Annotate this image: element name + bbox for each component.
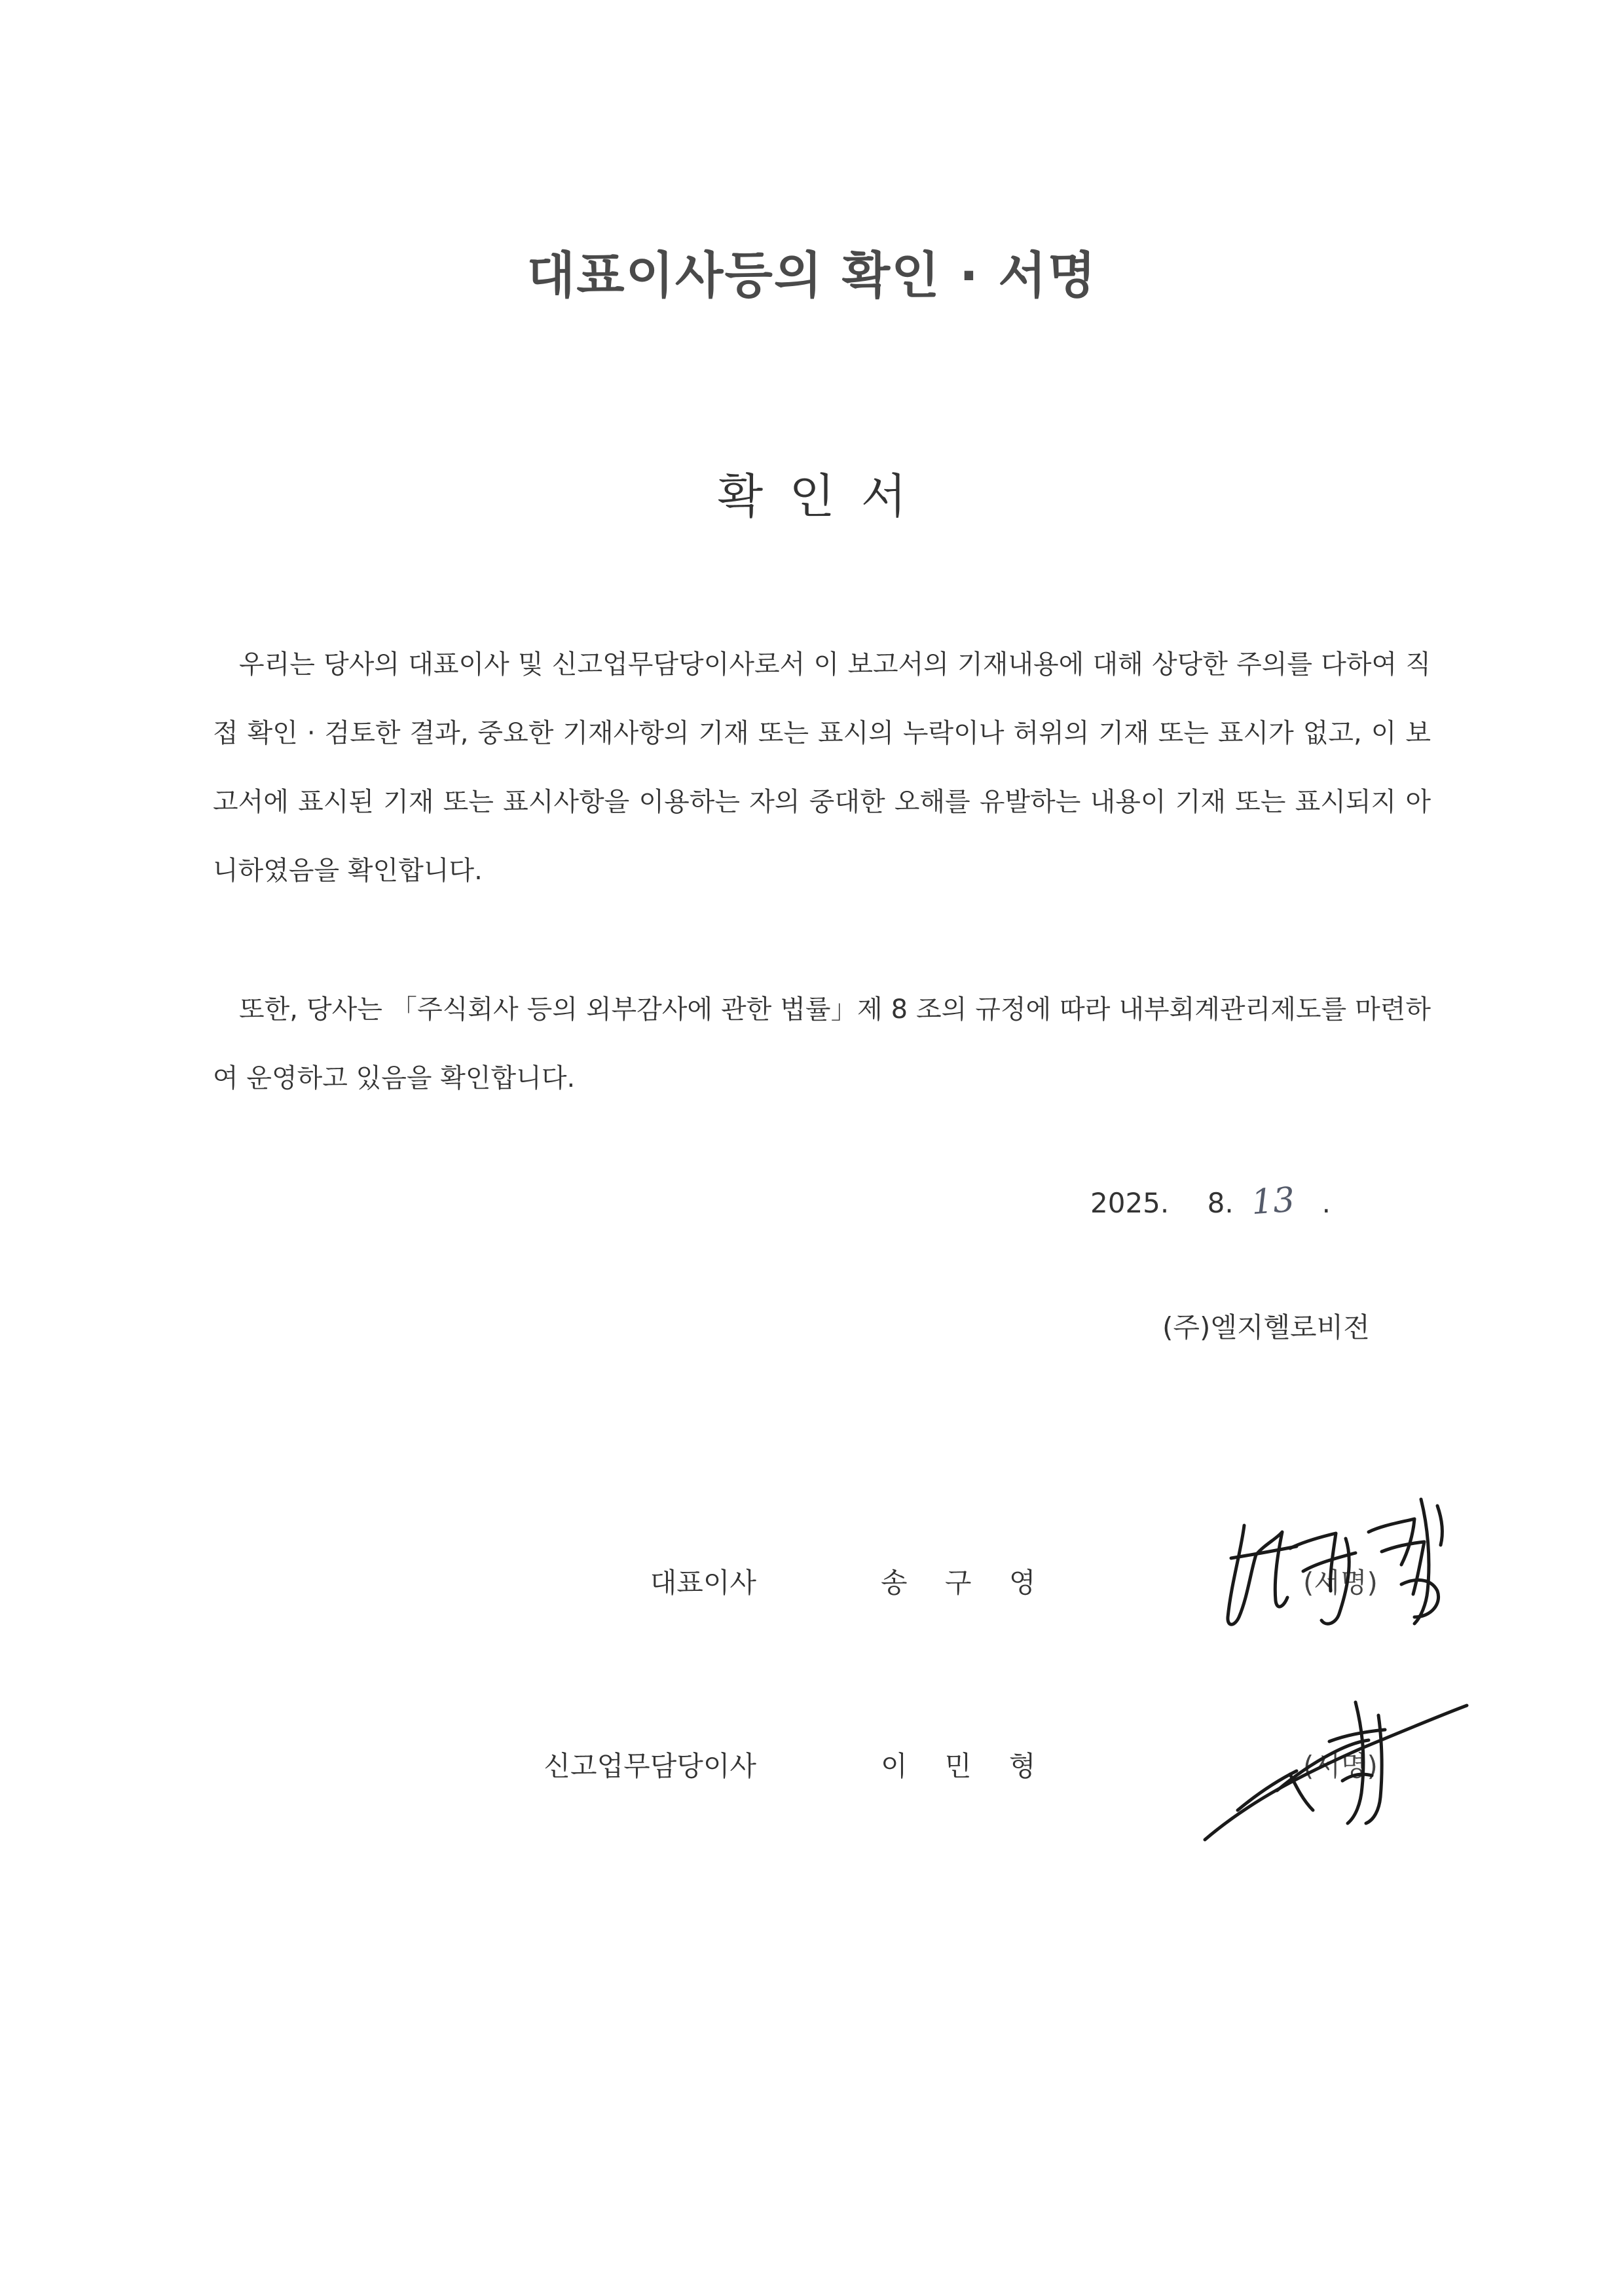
date-year: 2025.	[1090, 1187, 1170, 1219]
page-title: 대표이사등의 확인 · 서명	[526, 246, 1098, 304]
confirmation-paragraph: 우리는 당사의 대표이사 및 신고업무담당이사로서 이 보고서의 기재내용에 대해 상당한 주의를 다하여 직접 확인 · 검토한 결과, 중요한 기재사항의 기재 또는 표시의 누락이나 허위의 기재 또는 표시가 없고, 이 보고서에 표시된 기재 또는 표시사항을 이용하는 자의 중대한 오해를 유발하는 내용이 기재 또는 표시되지 아니하였음을 확인합니다.	[213, 649, 1431, 886]
signer-name: 이 민 형	[881, 1750, 1050, 1782]
date-day-handwritten: 13	[1250, 1180, 1297, 1223]
signer-row-cfo	[0, 1745, 1624, 1797]
date-line	[1090, 1182, 1331, 1221]
signer-role: 대표이사	[650, 1567, 756, 1599]
signer-role: 신고업무담당이사	[544, 1750, 756, 1782]
sign-mark: (서명)	[1303, 1567, 1378, 1599]
signer-row-ceo	[0, 1561, 1624, 1614]
date-suffix: .	[1321, 1187, 1331, 1219]
date-month: 8.	[1207, 1187, 1234, 1219]
document-title: 확인서	[717, 469, 933, 524]
signer-name: 송 구 영	[881, 1567, 1050, 1599]
sign-mark: (서명)	[1303, 1750, 1378, 1782]
company-name: (주)엘지헬로비전	[1162, 1311, 1370, 1343]
internal-control-paragraph: 또한, 당사는 「주식회사 등의 외부감사에 관한 법률」제 8 조의 규정에 따라 내부회계관리제도를 마련하여 운영하고 있음을 확인합니다.	[213, 994, 1431, 1093]
